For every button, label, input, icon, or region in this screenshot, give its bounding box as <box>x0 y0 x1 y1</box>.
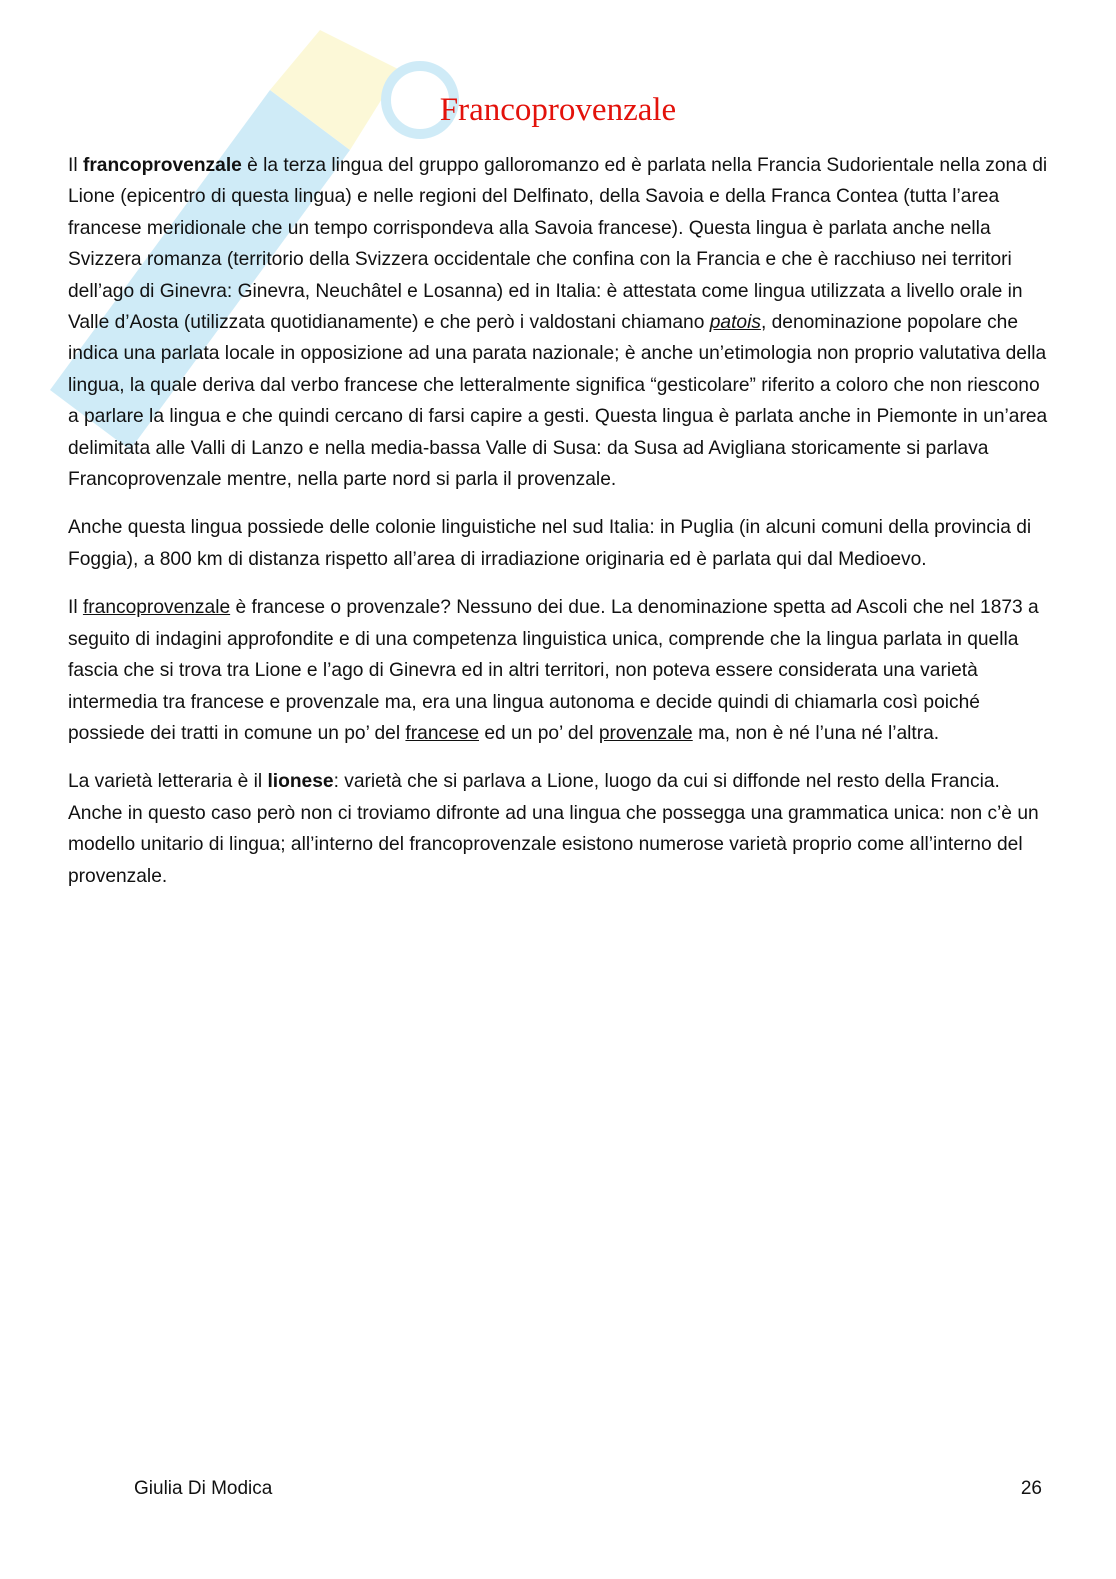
paragraph-4: La varietà letteraria è il lionese: varietà che si parlava a Lione, luogo da cui si diffonde nel resto della Francia. Anche in questo caso però non ci troviamo difronte ad una lingua che possegga una grammatica unica: non c’è un modello unitario di lingua; all’interno del francoprovenzale esistono numerose varietà proprio come all’interno del provenzale. <box>68 771 1039 887</box>
underlined-term: francese <box>405 722 480 744</box>
footer-author: Giulia Di Modica <box>134 1478 273 1499</box>
italic-term-patois: patois <box>709 312 761 334</box>
underlined-term: francoprovenzale <box>82 597 231 619</box>
paragraph-2: Anche questa lingua possiede delle colonie linguistiche nel sud Italia: in Puglia (in alcuni comuni della provincia di Foggia), a 800 km di distanza rispetto all’area di irradiazione originaria ed è parlata qui dal Medioevo. <box>68 517 1032 570</box>
bold-term: lionese <box>267 771 334 793</box>
page-title: Francoprovenzale <box>439 92 677 128</box>
page-number: 26 <box>1020 1478 1042 1499</box>
paragraph-1: Il francoprovenzale è la terza lingua del gruppo galloromanzo ed è parlata nella Francia Sudorientale nella zona di Lione (epicentro di questa lingua) e nelle regioni del Delfinato, della Savoia e della Franca Contea (tutta l’area francese meridionale che un tempo corrispondeva alla Savoia francese). Questa lingua è parlata anche nella Svizzera romanza (territorio della Svizzera occidentale che confina con la Francia e che è racchiuso nei territori dell’ago di Ginevra: Ginevra, Neuchâtel e Losanna) ed in Italia: è attestata come lingua utilizzata a livello orale in Valle d’Aosta (utilizzata quotidianamente) e che però i valdostani chiamano patois, denominazione popolare che indica una parlata locale in opposizione ad una parata nazionale; è anche un’etimologia non proprio valutativa della lingua, la quale deriva dal verbo francese che letteralmente significa “gesticolare” riferito a coloro che non riescono a parlare la lingua e che quindi cercano di farsi capire a gesti. Questa lingua è parlata anche in Piemonte in un’area delimitata alle Valli di Lanzo e nella media-bassa Valle di Susa: da Susa ad Avigliana storicamente si parlava Francoprovenzale mentre, nella parte nord si parla il provenzale. <box>68 155 1048 491</box>
document-body <box>68 150 1048 909</box>
bold-term: francoprovenzale <box>82 155 242 176</box>
paragraph-3: Il francoprovenzale è francese o provenzale? Nessuno dei due. La denominazione spetta ad Ascoli che nel 1873 a seguito di indagini approfondite e di una competenza linguistica unica, comprende che la lingua parlata in quella fascia che si trova tra Lione e l’ago di Ginevra ed in altri territori, non poteva essere considerata una varietà intermedia tra francese e provenzale ma, era una lingua autonoma e decide quindi di chiamarla così poiché possiede dei tratti in comune un po’ del francese ed un po’ del provenzale ma, non è né l’una né l’altra. <box>68 597 1039 744</box>
underlined-term: provenzale <box>598 722 693 744</box>
